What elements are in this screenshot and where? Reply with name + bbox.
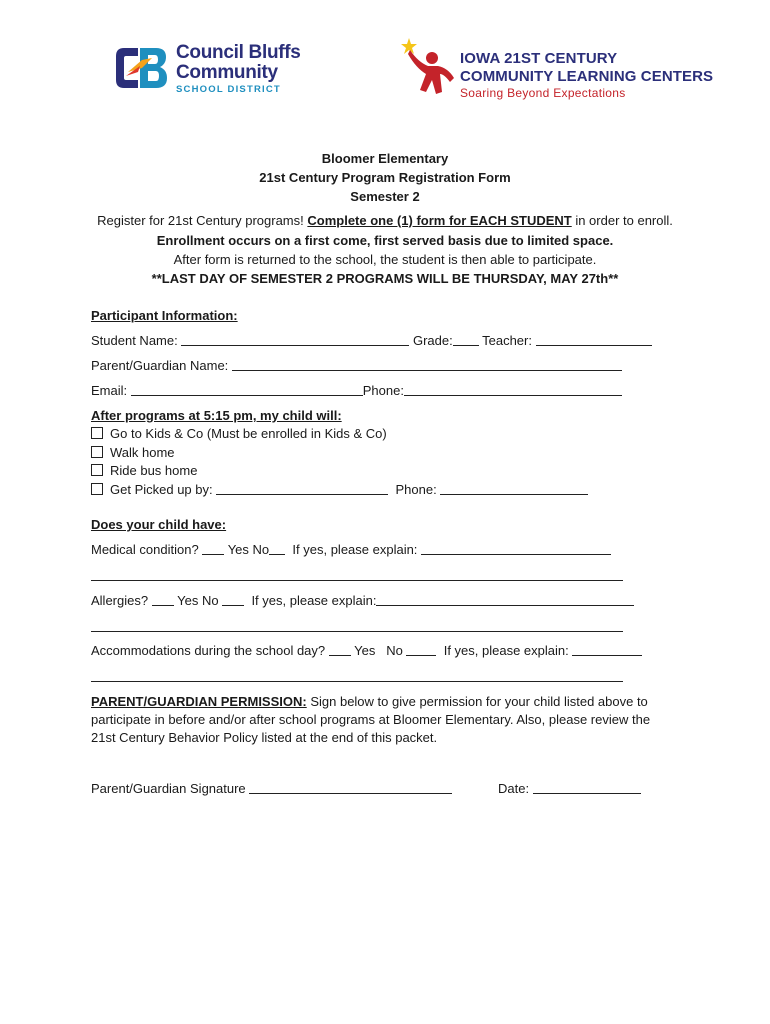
accommodations-no-field[interactable]	[406, 644, 436, 656]
pickup-phone-field[interactable]	[440, 483, 588, 495]
option-walk-home[interactable]	[91, 445, 175, 460]
email-row	[91, 383, 622, 398]
cb-logo-mark-icon	[112, 42, 170, 94]
intro-enroll-text: in order to enroll.	[571, 213, 673, 228]
ride-bus-label: Ride bus home	[110, 463, 198, 478]
accommodations-explain-line[interactable]	[91, 681, 623, 682]
student-row	[91, 333, 652, 348]
form-title: 21st Century Program Registration Form	[259, 170, 511, 185]
date-field[interactable]	[533, 782, 641, 794]
option-kids-and-co[interactable]	[91, 426, 387, 441]
allergies-no-label: No	[201, 593, 219, 608]
allergies-explain-field[interactable]	[376, 594, 634, 606]
walk-home-label: Walk home	[110, 445, 175, 460]
accommodations-no-label: No	[386, 643, 403, 658]
cb-logo-line3: SCHOOL DISTRICT	[176, 84, 281, 95]
parent-name-label: Parent/Guardian Name:	[91, 358, 229, 373]
grade-field[interactable]	[453, 334, 479, 346]
kids-and-co-label: Go to Kids & Co (Must be enrolled in Kids & Co)	[110, 426, 387, 441]
medical-explain-field[interactable]	[421, 543, 611, 555]
option-ride-bus[interactable]	[91, 463, 197, 478]
date-label: Date:	[498, 781, 530, 796]
participant-info-heading: Participant Information:	[91, 308, 238, 323]
medical-row	[91, 542, 611, 557]
student-name-field[interactable]	[181, 334, 409, 346]
medical-yes-field[interactable]	[202, 543, 224, 555]
medical-label: Medical condition?	[91, 542, 199, 557]
picked-up-by-field[interactable]	[216, 483, 388, 495]
school-name: Bloomer Elementary	[321, 151, 449, 166]
intro-line-1	[0, 213, 770, 228]
pickup-phone-label: Phone:	[395, 482, 437, 497]
phone-label: Phone:	[362, 383, 404, 398]
option-picked-up[interactable]	[91, 482, 588, 497]
picked-up-checkbox[interactable]	[91, 483, 103, 495]
iowa-logo-tagline: Soaring Beyond Expectations	[460, 86, 626, 100]
signature-label: Parent/Guardian Signature	[91, 781, 246, 796]
intro-register-text: Register for 21st Century programs!	[97, 213, 304, 228]
grade-label: Grade:	[412, 333, 453, 348]
allergies-label: Allergies?	[91, 593, 149, 608]
allergies-row	[91, 593, 634, 608]
phone-field[interactable]	[404, 384, 622, 396]
accommodations-explain-label: If yes, please explain:	[443, 643, 569, 658]
cb-logo-line2: Community	[176, 62, 278, 83]
date-row	[498, 781, 641, 796]
allergies-explain-line[interactable]	[91, 631, 623, 632]
semester-label: Semester 2	[350, 189, 420, 204]
allergies-yes-label: Yes	[177, 593, 199, 608]
picked-up-label: Get Picked up by:	[110, 482, 213, 497]
teacher-label: Teacher:	[482, 333, 532, 348]
parent-name-row	[91, 358, 622, 373]
accommodations-explain-field[interactable]	[572, 644, 642, 656]
intro-one-form-text: Complete one (1) form for EACH STUDENT	[307, 213, 572, 228]
accommodations-yes-field[interactable]	[329, 644, 351, 656]
medical-no-field[interactable]	[269, 543, 285, 555]
student-name-label: Student Name:	[91, 333, 178, 348]
allergies-no-field[interactable]	[222, 594, 244, 606]
permission-label: PARENT/GUARDIAN PERMISSION:	[91, 694, 307, 709]
medical-explain-label: If yes, please explain:	[292, 542, 418, 557]
reaching-figure-icon	[398, 36, 462, 100]
walk-home-checkbox[interactable]	[91, 446, 103, 458]
health-heading: Does your child have:	[91, 517, 227, 532]
email-field[interactable]	[131, 384, 363, 396]
permission-paragraph	[91, 693, 671, 747]
iowa-21cclc-logo	[398, 36, 714, 102]
accommodations-yes-label: Yes	[354, 643, 376, 658]
kids-and-co-checkbox[interactable]	[91, 427, 103, 439]
iowa-logo-line1: IOWA 21ST CENTURY	[460, 50, 618, 67]
accommodations-label: Accommodations during the school day?	[91, 643, 326, 658]
medical-explain-line[interactable]	[91, 580, 623, 581]
last-day-notice: **LAST DAY OF SEMESTER 2 PROGRAMS WILL BE THURSDAY, MAY 27th**	[151, 271, 619, 286]
council-bluffs-logo	[112, 42, 312, 98]
intro-enrollment-notice: Enrollment occurs on a first come, first served basis due to limited space.	[156, 233, 614, 248]
allergies-yes-field[interactable]	[152, 594, 174, 606]
iowa-logo-line2: COMMUNITY LEARNING CENTERS	[460, 68, 714, 85]
intro-after-form-notice: After form is returned to the school, the student is then able to participate.	[173, 252, 597, 267]
medical-no-label: No	[252, 542, 270, 557]
medical-yes-label: Yes	[227, 542, 249, 557]
allergies-explain-label: If yes, please explain:	[251, 593, 377, 608]
permission-text: Sign below to give permission for your child listed above to participate in before and/or after school programs at Bloomer Elementary. Also, please review the 21st Century Behavior Policy listed at the end of this packet.	[91, 694, 651, 745]
ride-bus-checkbox[interactable]	[91, 464, 103, 476]
after-programs-heading: After programs at 5:15 pm, my child will:	[91, 408, 342, 423]
signature-row	[91, 781, 452, 796]
parent-name-field[interactable]	[232, 359, 622, 371]
email-label: Email:	[91, 383, 128, 398]
signature-field[interactable]	[249, 782, 452, 794]
cb-logo-line1: Council Bluffs	[176, 42, 301, 63]
accommodations-row	[91, 643, 642, 658]
teacher-field[interactable]	[536, 334, 652, 346]
